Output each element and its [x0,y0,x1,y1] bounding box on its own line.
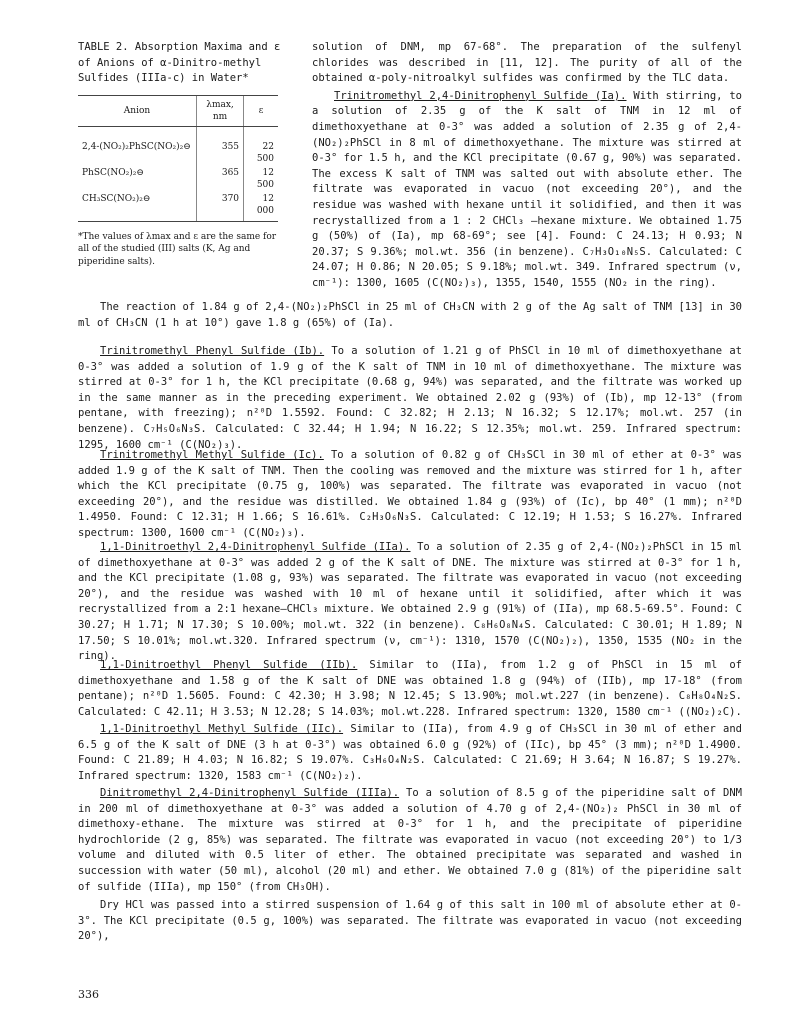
paragraph-iib [78,658,742,720]
cell-anion: 2,4-(NO₂)₂PhSC(NO₂)₂⊖ [82,141,191,152]
table-row [78,192,278,222]
header-epsilon: ε [244,95,278,126]
paragraph-body: The reaction of 1.84 g of 2,4-(NO₂)₂PhSCl in 25 ml of CH₃CN with 2 g of the Ag salt of TNM [13] in 30 ml of CH₃CN (1 h at 10°) gave 1.8 g (65%) of (Ia). [78,301,742,329]
cell-anion: CH₃SC(NO₂)₂⊖ [78,192,197,222]
cell-lambda: 365 [197,166,244,192]
table-footnote: *The values of λmax and ε are the same for all of the studied (III) salts (K, Ag and piperidine salts). [78,231,277,267]
section-title: Trinitromethyl 2,4-Dinitrophenyl Sulfide (Ia). [334,89,627,102]
paragraph-iic [78,722,742,784]
right-column [312,40,742,292]
paragraph: solution of DNM, mp 67-68°. The preparation of the sulfenyl chlorides was described in [11, 12]. The purity of all of the obtained α-poly-nitroalkyl sulfides was confirmed by the TLC data. [312,41,742,85]
absorption-table [78,95,278,222]
paragraph-ib [78,344,742,453]
table-row [78,126,278,166]
header-lambda: λmax, nm [197,95,244,126]
table-column [78,40,283,268]
cell-epsilon: 22 500 [244,126,278,166]
paragraph-body: To a solution of 0.82 g of CH₃SCl in 30 ml of ether at 0-3° was added 1.9 g of the K salt of TNM. Then the cooling was removed and the mixture was stirred for 1 h, after which the KCl precipitate (0.75 g, 100%) was separated. The filtrate was evaporated in vacuo (not exceeding 20°), and the residue was distilled. We obtained 1.84 g (93%) of (Ic), bp 40° (1 mm); n²⁰D 1.4950. Found: C 12.31; H 1.66; S 16.61%. C₂H₃O₆N₃S. Calculated: C 12.19; H 1.53; S 16.27%. Infrared spectrum: 1300, 1600 cm⁻¹ (C(NO₂)₃). [78,449,742,539]
paragraph-body: Dry HCl was passed into a stirred suspension of 1.64 g of this salt in 100 ml of absolute ether at 0-3°. The KCl precipitate (0.5 g, 100%) was separated. The filtrate was evaporated in vacuo (not exceeding 20°), [78,899,742,943]
cell-epsilon: 12 000 [244,192,278,222]
paragraph-ic [78,448,742,542]
section-title: 1,1-Dinitroethyl Methyl Sulfide (IIc). [100,723,344,735]
cell-anion: PhSC(NO₂)₂⊖ [82,167,144,178]
paragraph [78,300,742,331]
paragraph-body: To a solution of 8.5 g of the piperidine salt of DNM in 200 ml of dimethoxyethane at 0-3° was added a solution of 4.70 g of 2,4-(NO₂)₂ PhSCl in 30 ml of dimethoxy-ethane. The mixture was stirred at 0-3° for 1 h, and the precipitate of piperidine hydrochloride (2 g, 85%) was separated. The filtrate was evaporated in vacuo (not exceeding 20°) to 1/3 volume and diluted with 0.5 liter of ether. The obtained precipitate was separated and washed in succession with water (50 ml), alcohol (20 ml) and ether. We obtained 7.0 g (81%) of the piperidine salt of sulfide (IIIa), mp 150° (from CH₃OH). [78,787,742,893]
section-title: 1,1-Dinitroethyl 2,4-Dinitrophenyl Sulfide (IIa). [100,541,411,553]
paragraph-body: With stirring, to a solution of 2.35 g of the K salt of TNM in 12 ml of dimethoxyethane at 0-3° was added a solution of 2.35 g of 2,4-(NO₂)₂PhSCl in 8 ml of dimethoxyethane. The mixture was stirred at 0-3° for 1.5 h, and the KCl precipitate (0.67 g, 90%) was separated. The excess K salt of TNM was salted out with absolute ether. The filtrate was evaporated in vacuo (not exceeding 20°), and the residue was washed with hexane until it solidified, and then it was recrystallized from a 1 : 2 CHCl₃ –hexane mixture. We obtained 1.75 g (50%) of (Ia), mp 68-69°; see [4]. Found: C 24.13; H 0.93; N 20.37; S 9.36%; mol.wt. 356 (in benzene). C₇H₃O₁₀N₅S. Calculated: C 24.07; H 0.86; N 20.05; S 9.18%; mol.wt. 349. Infrared spectrum (ν, cm⁻¹): 1300, 1605 (C(NO₂)₃), 1355, 1540, 1555 (NO₂ in the ring). [312,89,742,289]
table-row [78,166,278,192]
section-title: 1,1-Dinitroethyl Phenyl Sulfide (IIb). [100,659,358,671]
paragraph-ia [312,89,742,292]
paragraph-body: Similar to (IIa), from 1.2 g of PhSCl in 15 ml of dimethoxyethane and 1.58 g of the K salt of DNE was obtained 1.8 g (94%) of (IIb), mp 17-18° (from pentane); n²⁰D 1.5605. Found: C 42.30; H 3.98; N 12.45; S 13.90%; mol.wt.227 (in benzene). C₈H₈O₄N₂S. Calculated: C 42.11; H 3.53; N 12.28; S 14.03%; mol.wt.228. Infrared spectrum: 1320, 1580 cm⁻¹ ((NO₂)₂C). [78,659,742,718]
paragraph-body: To a solution of 1.21 g of PhSCl in 10 ml of dimethoxyethane at 0-3° was added a solution of 1.9 g of the K salt of TNM in 10 ml of dimethoxyethane. The mixture was stirred at 0-3° for 1 h, the KCl precipitate (0.68 g, 94%) was separated, and the filtrate was worked up in the same manner as in the preceding experiment. We obtained 2.02 g (93%) of (Ib), mp 12-13° (from pentane, with freezing); n²⁰D 1.5592. Found: C 32.82; H 2.13; N 16.32; S 12.17%; mol.wt. 257 (in benzene). C₇H₅O₆N₃S. Calculated: C 32.44; H 1.94; N 16.22; S 12.35%; mol.wt. 259. Infrared spectrum: 1295, 1600 cm⁻¹ (C(NO₂)₃). [78,345,742,451]
paragraph-iia [78,540,742,665]
section-title: Dinitromethyl 2,4-Dinitrophenyl Sulfide (IIIa). [100,787,400,799]
paragraph [78,898,742,945]
paragraph-iiia [78,786,742,895]
table-header-row [78,95,278,126]
paragraph-body: Similar to (IIa), from 4.9 g of CH₃SCl in 30 ml of ether and 6.5 g of the K salt of DNE (3 h at 0-3°) was obtained 6.0 g (92%) of (IIc), bp 45° (3 mm); n²⁰D 1.4900. Found: C 21.89; H 4.03; N 16.82; S 19.07%. C₃H₆O₄N₂S. Calculated: C 21.69; H 3.64; N 16.87; S 19.27%. Infrared spectrum: 1320, 1583 cm⁻¹ (C(NO₂)₂). [78,723,742,782]
page-number: 336 [78,988,99,1001]
paragraph-body: To a solution of 2.35 g of 2,4-(NO₂)₂PhSCl in 15 ml of dimethoxyethane at 0-3° was added 2 g of the K salt of DNE. The mixture was stirred at 0-3° for 1 h, and the KCl precipitate (1.08 g, 93%) was separated. The filtrate was evaporated in vacuo (not exceeding 20°), and the residue was washed with 10 ml of hexane until it solidified, after which it was recrystallized from a 2:1 hexane–CHCl₃ mixture. We obtained 2.9 g (91%) of (IIa), mp 68.5-69.5°. Found: C 30.27; H 1.71; N 17.30; S 10.00%; mol.wt. 322 (in benzene). C₈H₆O₈N₄S. Calculated: C 30.01; H 1.89; N 17.50; S 10.01%; mol.wt.320. Infrared spectrum (ν, cm⁻¹): 1310, 1570 (C(NO₂)₂), 1350, 1535 (NO₂ in the ring). [78,541,742,663]
cell-epsilon: 12 500 [244,166,278,192]
header-anion: Anion [78,95,197,126]
table-caption: TABLE 2. Absorption Maxima and ε of Anions of α-Dinitro-methyl Sulfides (IIIa-c) in Water* [78,41,281,84]
cell-lambda: 370 [197,192,244,222]
cell-lambda: 355 [197,126,244,166]
section-title: Trinitromethyl Methyl Sulfide (Ic). [100,449,324,461]
section-title: Trinitromethyl Phenyl Sulfide (Ib). [100,345,325,357]
